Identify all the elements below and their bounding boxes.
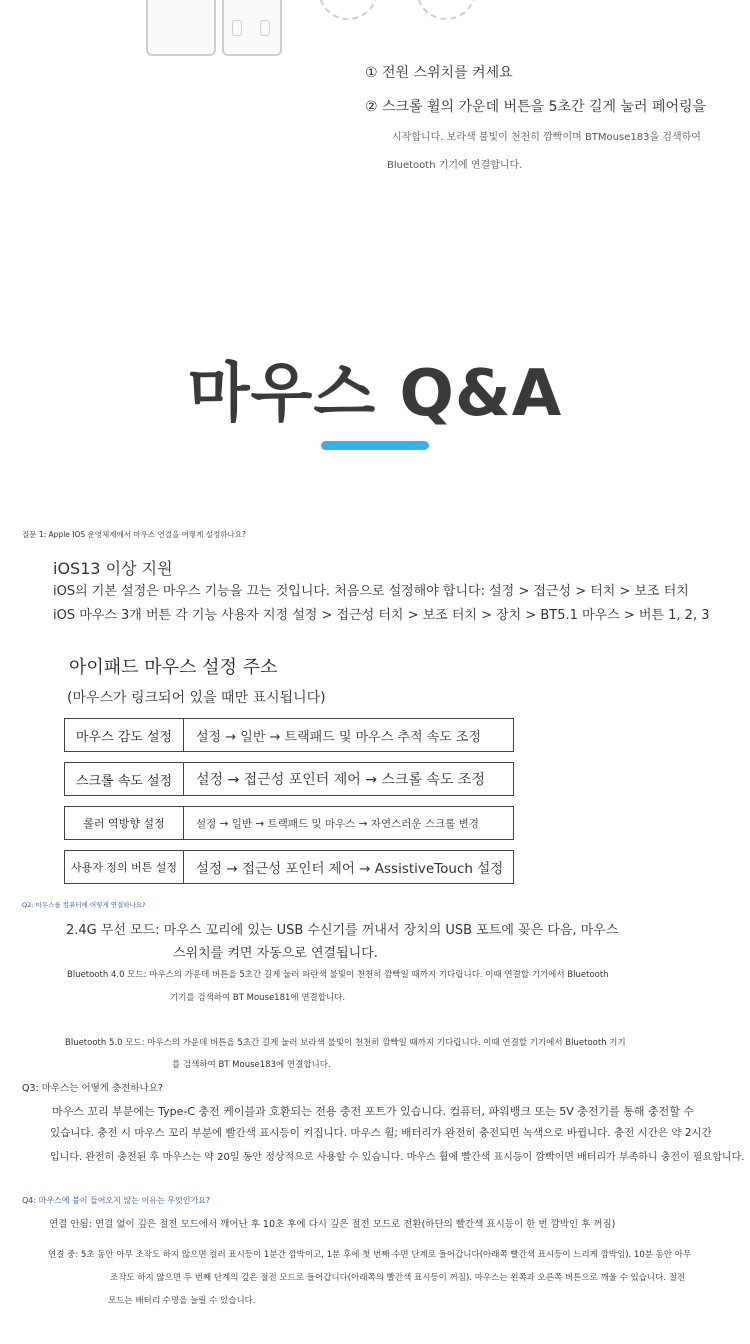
bt4-line-1: Bluetooth 4.0 모드: 마우스의 가운데 버튼을 5초간 길게 눌러 파란색 불빛이 천천히 깜빡일 때까지 기다립니다. 이때 연결할 기기에서 Bluetooth: [67, 970, 609, 980]
q1-question: 질문 1: Apple IOS 운영체제에서 마우스 연결을 어떻게 설정하나요?: [22, 530, 246, 539]
q4-line-2: 연결 중: 5초 동안 아무 조작도 하지 않으면 컬러 표시등이 1분간 깜박이고, 1분 후에 첫 번째 수면 단계로 들어갑니다(아래쪽 빨간색 표시등이 느리게 깜박임). 10분 동안 아무: [48, 1250, 692, 1260]
settings-row: [64, 806, 514, 840]
detail-circle-icon: [318, 0, 378, 20]
qa-title: 마우스 Q&A: [187, 357, 563, 431]
q3-line-1: 마우스 꼬리 부분에는 Type-C 충전 케이블과 호환되는 전용 충전 포트가 있습니다. 컴퓨터, 파워뱅크 또는 5V 충전기를 통해 충전할 수: [52, 1105, 695, 1118]
q2-question: Q2: 마우스를 컴퓨터에 어떻게 연결하나요?: [22, 901, 146, 909]
settings-row-label: 롤러 역방향 설정: [65, 807, 184, 839]
q4-line-4: 모드는 배터리 수명을 늘릴 수 있습니다.: [108, 1296, 256, 1306]
settings-row: [64, 762, 514, 796]
bt4-line-2: 기기를 검색하여 BT Mouse181에 연결합니다.: [170, 993, 346, 1003]
wireless-line-1: 2.4G 무선 모드: 마우스 꼬리에 있는 USB 수신기를 꺼내서 장치의 USB 포트에 꽂은 다음, 마우스: [66, 923, 619, 938]
settings-row-value: 설정 → 일반 → 트랙패드 및 마우스 추적 속도 조정: [196, 729, 482, 745]
q4-question: Q4: 마우스에 불이 들어오지 않는 이유는 무엇인가요?: [22, 1196, 211, 1205]
settings-row-label: 마우스 감도 설정: [65, 719, 184, 751]
settings-row-value: 설정 → 접근성 포인터 제어 → AssistiveTouch 설정: [196, 861, 504, 877]
title-underline: [321, 441, 429, 450]
q4-line-1: 연결 안됨: 연결 없이 깊은 절전 모드에서 깨어난 후 10초 후에 다시 깊은 절전 모드로 전환(하단의 빨간색 표시등이 한 번 깜박인 후 꺼짐): [49, 1219, 616, 1230]
ios-line-1: iOS의 기본 설정은 마우스 기능을 끄는 것입니다. 처음으로 설정해야 합니다: 설정 > 접근성 > 터치 > 보조 터치: [53, 584, 689, 599]
settings-row-value: 설정 → 일반 → 트랙패드 및 마우스 → 자연스러운 스크롤 변경: [196, 817, 479, 830]
switch-icon: [232, 20, 242, 36]
q4-line-3: 조작도 하지 않으면 두 번째 단계의 깊은 절전 모드로 들어갑니다(아래쪽의 빨간색 표시등이 꺼짐). 마우스는 왼쪽과 오른쪽 버튼으로 깨울 수 있습니다. 절전: [110, 1273, 686, 1283]
ios-heading: iOS13 이상 지원: [53, 559, 173, 578]
ipad-settings-title: 아이패드 마우스 설정 주소: [69, 657, 278, 678]
bt5-line-2: 를 검색하여 BT Mouse183에 연결합니다.: [172, 1060, 331, 1070]
settings-row-label: 사용자 정의 버튼 설정: [65, 851, 184, 883]
ios-line-2: iOS 마우스 3개 버튼 각 기능 사용자 지정 설정 > 접근성 터치 > 보조 터치 > 장치 > BT5.1 마우스 > 버튼 1, 2, 3: [53, 608, 710, 623]
q3-line-3: 입니다. 완전히 충전된 후 마우스는 약 20일 동안 정상적으로 사용할 수 있습니다. 마우스 휠에 빨간색 표시등이 깜빡이면 배터리가 부족하니 충전이 필요합니다.: [50, 1152, 745, 1163]
settings-row-value: 설정 → 접근성 포인터 제어 → 스크롤 속도 조정: [196, 772, 485, 788]
q3-line-2: 있습니다. 충전 시 마우스 꼬리 부분에 빨간색 표시등이 켜집니다. 마우스 휠; 배터리가 완전히 충전되면 녹색으로 바뀝니다. 충전 시간은 약 2시간: [50, 1127, 712, 1139]
bt5-line-1: Bluetooth 5.0 모드: 마우스의 가운데 버튼을 5초간 길게 눌러 보라색 불빛이 천천히 깜빡일 때까지 기다립니다. 이때 연결할 기기에서 Bluetooth 기기: [65, 1038, 626, 1048]
switch-icon: [260, 20, 270, 36]
settings-row: [64, 718, 514, 752]
q3-question: Q3: 마우스는 어떻게 충전하나요?: [22, 1083, 163, 1094]
mouse-bottom-illustration: [222, 0, 282, 56]
mouse-side-illustration: [146, 0, 216, 56]
setup-step-2: ② 스크롤 휠의 가운데 버튼을 5초간 길게 눌러 페어링을: [365, 99, 707, 115]
settings-row-label: 스크롤 속도 설정: [65, 763, 184, 795]
detail-circle-icon: [416, 0, 476, 20]
setup-step-2-line2: 시작합니다. 보라색 불빛이 천천히 깜빡이며 BTMouse183을 검색하여: [392, 132, 701, 143]
setup-step-2-line3: Bluetooth 기기에 연결합니다.: [387, 160, 523, 171]
ipad-settings-subtitle: (마우스가 링크되어 있을 때만 표시됩니다): [67, 690, 326, 706]
wireless-line-2: 스위치를 켜면 자동으로 연결됩니다.: [173, 946, 378, 961]
setup-step-1: ① 전원 스위치를 켜세요: [365, 65, 513, 81]
settings-row: [64, 850, 514, 884]
